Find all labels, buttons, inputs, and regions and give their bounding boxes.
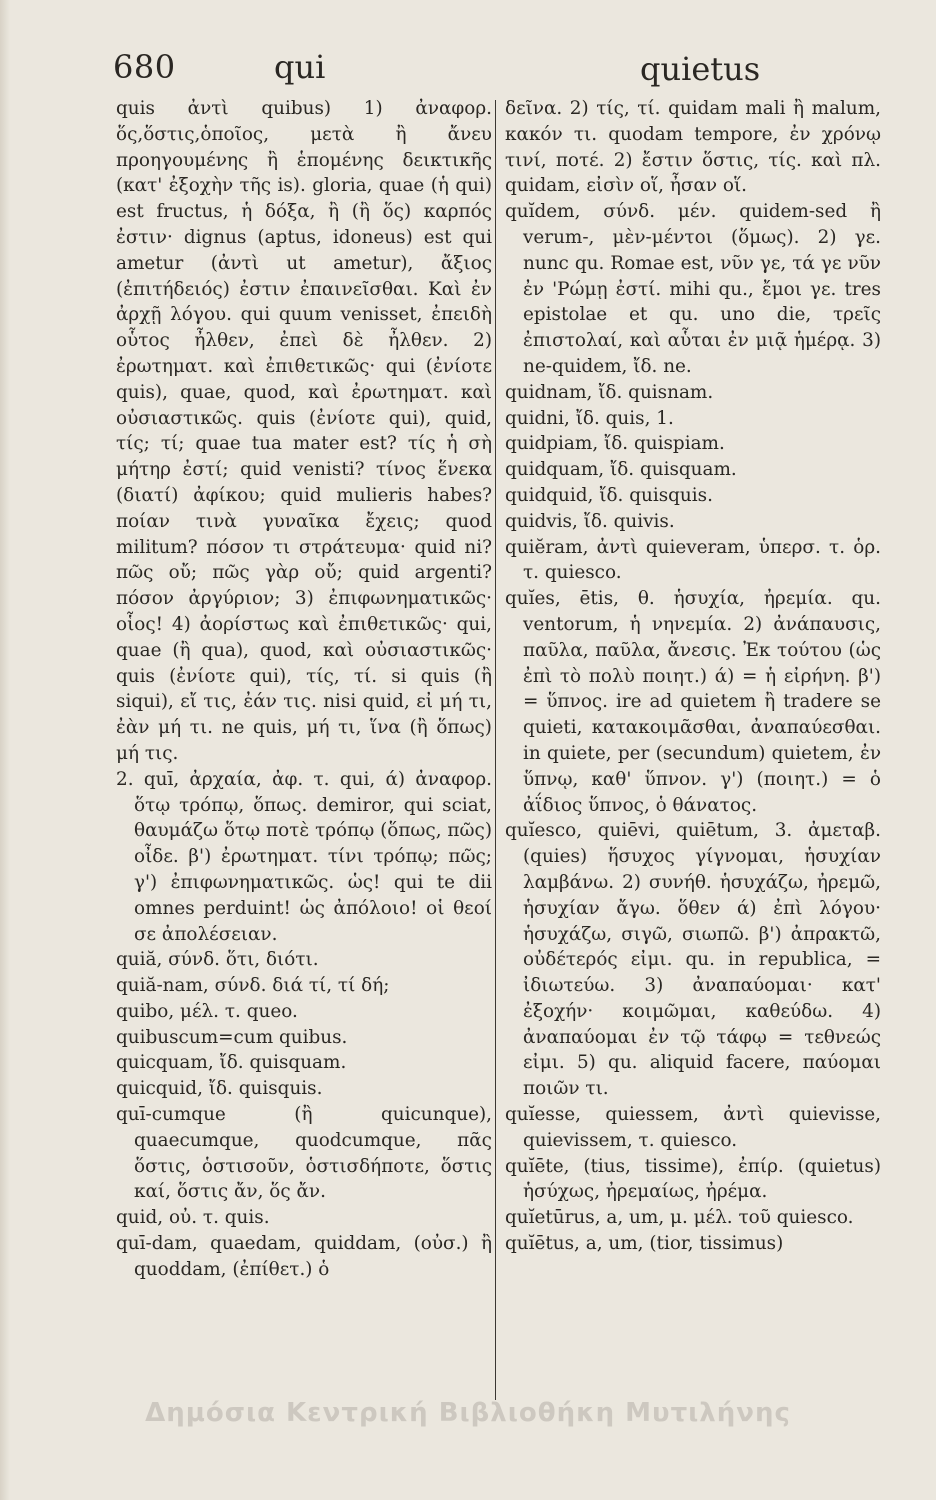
dictionary-entry: quidni, ἴδ. quis, 1. [505, 407, 674, 429]
dictionary-entry: quidquid, ἴδ. quisquis. [505, 484, 713, 506]
dictionary-entry: quidpiam, ἴδ. quispiam. [505, 433, 725, 455]
right-column [505, 96, 881, 1406]
dictionary-entry: 2. quī, ἀρχαία, ἀφ. τ. qui, ά) ἀναφορ. ὅτῳ τρόπῳ, ὅπως. demiror, qui sciat, θαυμάζω ὅτῳ ποτὲ τρόπῳ (ὅπως, πῶς) οἶδε. β') ἐρωτηματ. τίνι τρόπῳ; πῶς; γ') ἐπιφωνηματικῶς. ὡς! qui te dii omnes perduint! ὡς ἀπόλοιο! οἱ θεοί σε ἀπολέσειαν. [116, 768, 492, 945]
dictionary-entry: quiĕram, ἀντὶ quieveram, ὑπερσ. τ. ὁρ. τ. quiesco. [505, 536, 881, 584]
dictionary-entry: quiă-nam, σύνδ. διά τί, τί δή; [116, 975, 390, 997]
dictionary-entry: quĭēte, (tius, tissime), ἐπίρ. (quietus) ἡσύχως, ἠρεμαίως, ἠρέμα. [505, 1155, 881, 1203]
dictionary-entry: quī-dam, quaedam, quiddam, (οὐσ.) ἢ quoddam, (ἐπίθετ.) ὁ [116, 1233, 492, 1280]
dictionary-entry: quĭētus, a, um, (tior, tissimus) [505, 1233, 784, 1255]
left-running-headword: qui [274, 48, 326, 86]
page-edge-shadow [0, 0, 10, 1500]
dictionary-entry: quiă, σύνδ. ὅτι, διότι. [116, 949, 319, 971]
dictionary-entry: quĭes, ētis, θ. ἡσυχία, ἠρεμία. qu. ventorum, ἡ νηνεμία. 2) ἀνάπαυσις, παῦλα, παῦλα, ἄνεσις. Ἐκ τούτου (ὡς ἐπὶ τὸ πολὺ ποιητ.) ά) = ἡ εἰρήνη. β') = ὕπνος. ire ad quietem ἢ tradere se quieti, κατακοιμᾶσθαι, ἀναπαύεσθαι. in quiete, per (secundum) quietem, ἐν ὕπνῳ, καθ' ὕπνον. γ') (ποιητ.) = ὁ ἀΐδιος ὕπνος, ὁ θάνατος. [505, 588, 881, 816]
dictionary-entry: quĭesse, quiessem, ἀντὶ quievisse, quievissem, τ. quiesco. [505, 1104, 881, 1151]
page-header [0, 42, 936, 92]
continued-entry-text: δεῖνα. 2) τίς, τί. quidam mali ἢ malum, κακόν τι. quodam tempore, ἐν χρόνῳ τινί, ποτέ. 2) ἔστιν ὅστις, τίς. καὶ πλ. quidam, εἰσὶν οἵ, ἦσαν οἵ. [505, 98, 881, 197]
continued-entry-text: quis ἀντὶ quibus) 1) ἀναφορ. ὅς,ὅστις,ὁποῖος, μετὰ ἢ ἄνευ προηγουμένης ἢ ἑπομένης δεικτικῆς (κατ' ἐξοχὴν τῆς is). gloria, quae (ἡ qui) est fructus, ἡ δόξα, ἢ (ἢ ὅς) καρπός ἐστιν· dignus (aptus, idoneus) est qui ametur (ἀντὶ ut ametur), ἄξιος (ἐπιτήδειός) ἐστιν ἐπαινεῖσθαι. Καὶ ἐν ἀρχῇ λόγου. qui quum venisset, ἐπειδὴ οὗτος ἦλθεν, ἐπεὶ δὲ ἦλθεν. 2) ἐρωτηματ. καὶ ἐπιθετικῶς· qui (ἐνίοτε quis), quae, quod, καὶ ἐρωτηματ. καὶ οὐσιαστικῶς. quis (ἐνίοτε qui), quid, τίς; τί; quae tua mater est? τίς ἡ σὴ μήτηρ ἐστί; quid venisti? τίνος ἕνεκα (διατί) ἀφίκου; quid mulieris habes? ποίαν τινὰ γυναῖκα ἔχεις; quod militum? πόσον τι στράτευμα· quid ni? πῶς οὔ; πῶς γὰρ οὔ; quid argenti? πόσον ἀργύριον; 3) ἐπιφωνηματικῶς· οἷος! 4) ἀορίστως καὶ ἐπιθετικῶς· qui, quae (ἢ qua), quod, καὶ οὐσιαστικῶς· quis (ἐνίοτε qui), τίς, τί. si quis (ἢ siqui), εἴ τις, ἐάν τις. nisi quid, εἰ μή τι, ἐὰν μή τι. ne quis, μή τι, ἵνα (ἢ ὅπως) μή τις. [116, 98, 492, 764]
dictionary-entry: quicquam, ἴδ. quisquam. [116, 1052, 347, 1074]
dictionary-entry: quicquid, ἴδ. quisquis. [116, 1078, 323, 1100]
library-watermark: Δημόσια Κεντρική Βιβλιοθήκη Μυτιλήνης [145, 1398, 791, 1428]
dictionary-entry: quibuscum=cum quibus. [116, 1026, 348, 1048]
dictionary-entry: quidquam, ἴδ. quisquam. [505, 459, 737, 481]
right-running-headword: quietus [640, 50, 761, 88]
page-number: 680 [113, 48, 176, 86]
column-divider [495, 100, 496, 1400]
left-column [116, 96, 492, 1406]
dictionary-entry: quibo, μέλ. τ. queo. [116, 1000, 298, 1022]
dictionary-entry: quidvis, ἴδ. quivis. [505, 510, 675, 532]
dictionary-entry: quĭdem, σύνδ. μέν. quidem-sed ἢ verum-, μὲν-μέντοι (ὅμως). 2) γε. nunc qu. Romae est, νῦν γε, τά γε νῦν ἐν 'Ρώμῃ ἐστί. mihi qu., ἔμοι γε. tres epistolae et qu. uno die, τρεῖς ἐπιστολαί, καὶ αὗται ἐν μιᾷ ἡμέρᾳ. 3) ne-quidem, ἴδ. ne. [505, 201, 881, 377]
dictionary-entry: quid, οὐ. τ. quis. [116, 1207, 270, 1229]
dictionary-entry: quĭetūrus, a, um, μ. μέλ. τοῦ quiesco. [505, 1207, 854, 1229]
dictionary-entry: quĭesco, quiēvi, quiētum, 3. ἀμεταβ. (quies) ἥσυχος γίγνομαι, ἡσυχίαν λαμβάνω. 2) συνήθ. ἡσυχάζω, ἠρεμῶ, ἡσυχίαν ἄγω. ὅθεν ά) ἐπὶ λόγου· ἡσυχάζω, σιγῶ, σιωπῶ. β') ἀπρακτῶ, οὐδέτερός εἰμι. qu. in republica, = ἰδιωτεύω. 3) ἀναπαύομαι· κατ' ἐξοχήν· κοιμῶμαι, καθεύδω. 4) ἀναπαύομαι ἐν τῷ τάφῳ = τεθνεώς εἰμι. 5) qu. aliquid facere, παύομαι ποιῶν τι. [505, 820, 881, 1100]
dictionary-entry: quī-cumque (ἢ quicunque), quaecumque, quodcumque, πᾶς ὅστις, ὁστισοῦν, ὁστισδήποτε, ὅστις καί, ὅστις ἄν, ὅς ἄν. [116, 1104, 492, 1203]
dictionary-entry: quidnam, ἴδ. quisnam. [505, 381, 714, 403]
